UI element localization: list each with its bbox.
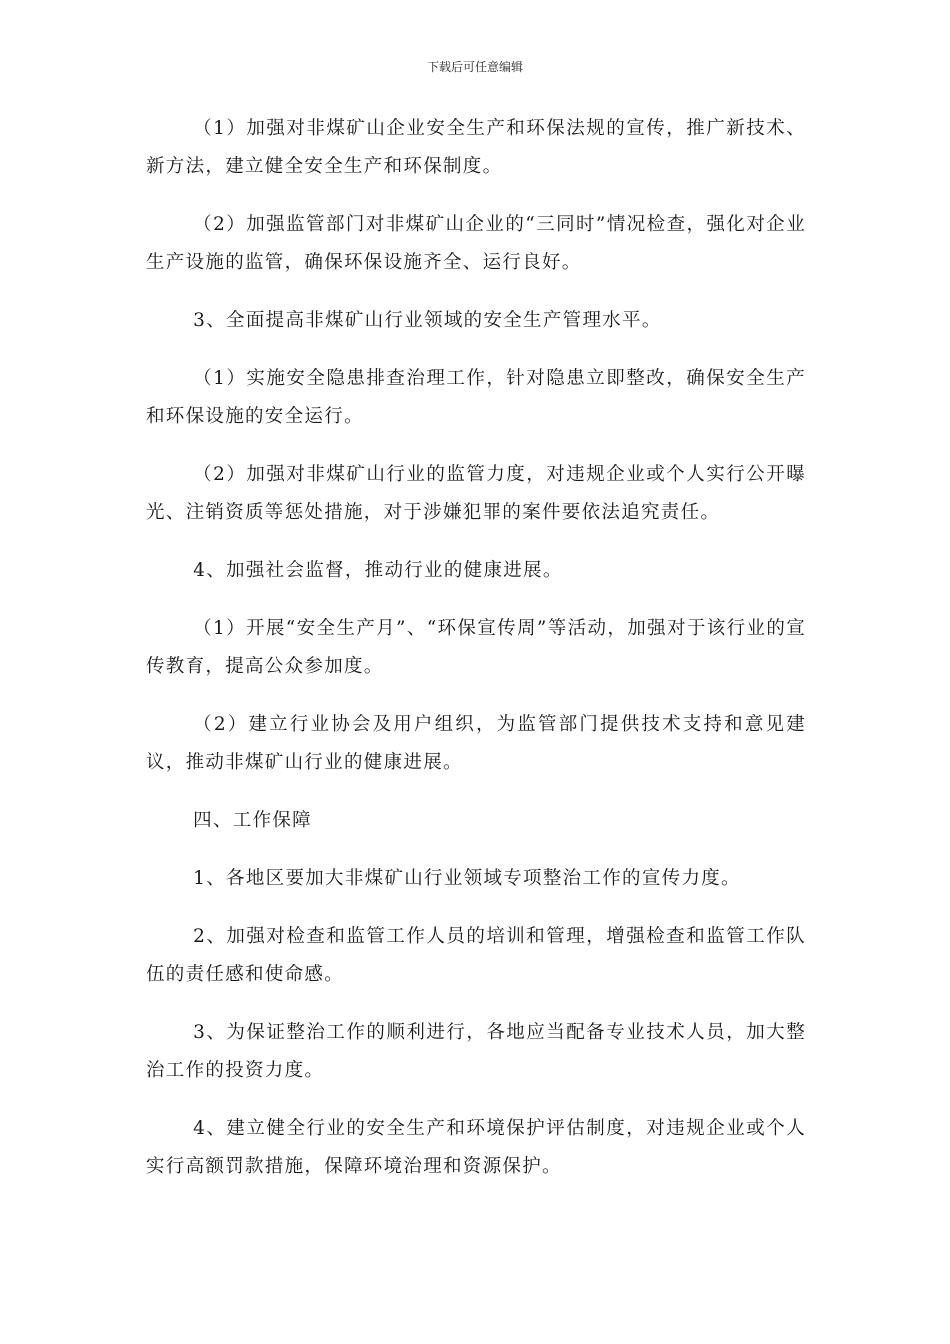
paragraph: 3、为保证整治工作的顺利进行，各地应当配备专业技术人员，加大整治工作的投资力度。: [146, 1022, 806, 1081]
paragraph: 3、全面提高非煤矿山行业领域的安全生产管理水平。: [193, 310, 662, 331]
paragraph: （1）加强对非煤矿山企业安全生产和环保法规的宣传，推广新技术、新方法，建立健全安全生产和环保制度。: [146, 118, 806, 177]
paragraph: 2、加强对检查和监管工作人员的培训和管理，增强检查和监管工作队伍的责任感和使命感。: [146, 926, 806, 985]
paragraph: （2）加强监管部门对非煤矿山企业的“三同时”情况检查，强化对企业生产设施的监管，确保环保设施齐全、运行良好。: [146, 214, 806, 273]
page-header: 下载后可任意编辑: [426, 60, 523, 74]
paragraph: 4、加强社会监督，推动行业的健康进展。: [193, 560, 563, 581]
paragraph: 1、各地区要加大非煤矿山行业领域专项整治工作的宣传力度。: [193, 868, 741, 889]
paragraph: （1）实施安全隐患排查治理工作，针对隐患立即整改，确保安全生产和环保设施的安全运行。: [146, 368, 806, 427]
section-heading: 四、工作保障: [193, 810, 312, 831]
document-body: [146, 110, 806, 1206]
paragraph: （2）建立行业协会及用户组织，为监管部门提供技术支持和意见建议，推动非煤矿山行业的健康进展。: [146, 714, 806, 773]
paragraph: 4、建立健全行业的安全生产和环境保护评估制度，对违规企业或个人实行高额罚款措施，保障环境治理和资源保护。: [146, 1118, 806, 1177]
paragraph: （1）开展“安全生产月”、“环保宣传周”等活动，加强对于该行业的宣传教育，提高公众参加度。: [146, 618, 806, 677]
paragraph: （2）加强对非煤矿山行业的监管力度，对违规企业或个人实行公开曝光、注销资质等惩处措施，对于涉嫌犯罪的案件要依法追究责任。: [146, 464, 806, 523]
